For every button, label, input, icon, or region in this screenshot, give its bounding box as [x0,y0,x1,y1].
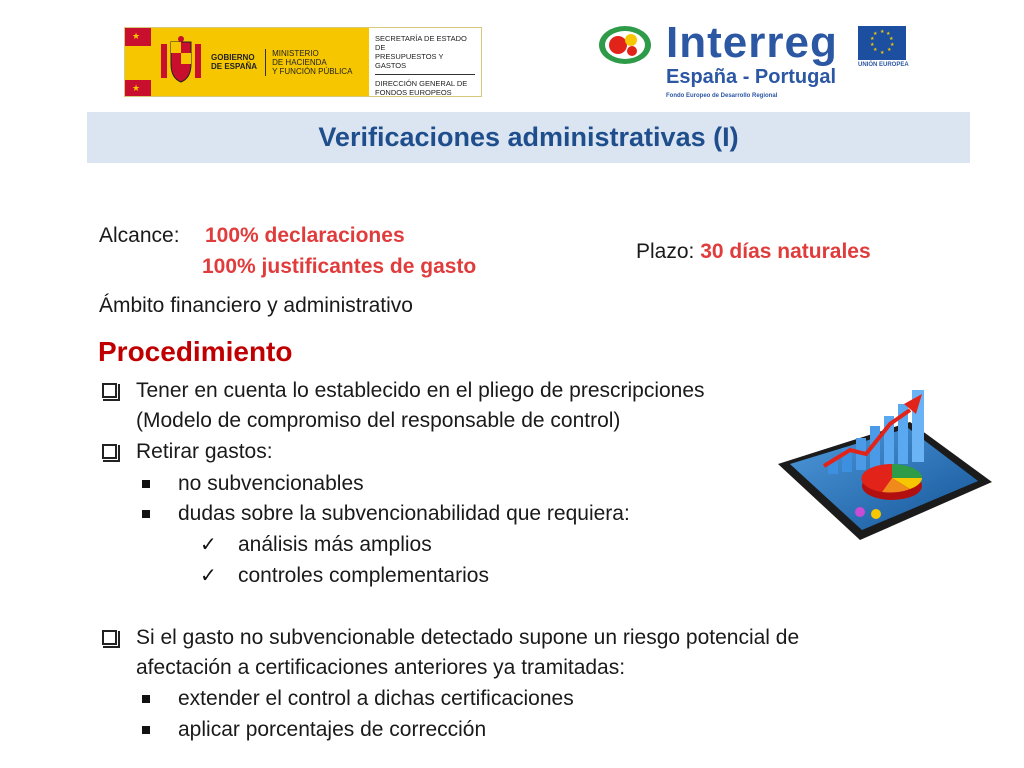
checkbox-icon [102,383,117,398]
scope-value-declarations: 100% declaraciones [205,224,405,247]
svg-text:★: ★ [889,36,894,42]
square-bullet-icon [142,695,150,703]
interreg-emblem-icon [598,24,652,66]
svg-text:★: ★ [887,47,892,53]
interreg-fund-label: Fondo Europeo de Desarrollo Regional [666,93,778,99]
page-title: Verificaciones administrativas (I) [318,122,739,152]
government-logo [124,27,482,97]
procedure-item-2: Retirar gastos: [136,440,273,463]
coat-of-arms-icon [159,36,203,88]
square-bullet-icon [142,510,150,518]
procedure-item-1-line-1: Tener en cuenta lo establecido en el pliego de prescripciones [136,379,705,402]
interreg-logo [598,20,910,104]
interreg-wordmark: Interreg [666,18,838,67]
directorate-label: SECRETARÍA DE ESTADO DE PRESUPUESTOS Y GASTOS DIRECCIÓN GENERAL DE FONDOS EUROPEOS [369,28,481,96]
svg-text:★: ★ [880,29,885,35]
svg-text:★: ★ [880,50,885,56]
procedure-item-2-sub-1: no subvencionables [178,472,364,495]
svg-text:★: ★ [873,47,878,53]
procedure-item-3-sub-1: extender el control a dichas certificaciones [178,687,574,710]
square-bullet-icon [142,480,150,488]
eu-flag-icon [858,26,906,60]
ambit-text: Ámbito financiero y administrativo [99,294,413,317]
title-band [87,112,970,163]
spain-flag-icon: ★ ★ [125,28,151,96]
procedure-item-2-sub-2: dudas sobre la subvencionabilidad que requiera: [178,502,630,525]
eu-label: UNIÓN EUROPEA [858,62,909,68]
svg-text:★: ★ [873,31,878,37]
checkbox-icon [102,444,117,459]
procedure-heading: Procedimiento [98,336,293,367]
deadline [636,240,871,264]
scope-value-receipts: 100% justificantes de gasto [202,255,477,278]
procedure-item-1-line-2: (Modelo de compromiso del responsable de control) [136,409,621,432]
svg-text:★: ★ [870,42,875,48]
deadline-value: 30 días naturales [700,240,871,263]
deadline-label: Plazo: [636,240,695,263]
checkmark-icon: ✓ [200,565,217,587]
procedure-item-3-sub-2: aplicar porcentajes de corrección [178,718,487,741]
svg-text:★: ★ [870,36,875,42]
tablet-chart-icon [770,364,998,546]
interreg-subtitle: España - Portugal [666,66,837,88]
procedure-item-2-check-1: análisis más amplios [238,533,432,556]
checkbox-icon [102,630,117,645]
ministry-label: MINISTERIO DE HACIENDA Y FUNCIÓN PÚBLICA [265,49,352,76]
checkmark-icon: ✓ [200,534,217,556]
procedure-item-2-check-2: controles complementarios [238,564,489,587]
svg-text:★: ★ [886,31,891,37]
scope-label: Alcance: [99,224,180,247]
gov-label: GOBIERNO DE ESPAÑA [211,53,258,71]
svg-text:★: ★ [890,42,895,48]
square-bullet-icon [142,726,150,734]
procedure-item-3-line-1: Si el gasto no subvencionable detectado supone un riesgo potencial de [136,626,800,649]
procedure-item-3-line-2: afectación a certificaciones anteriores ya tramitadas: [136,656,626,679]
